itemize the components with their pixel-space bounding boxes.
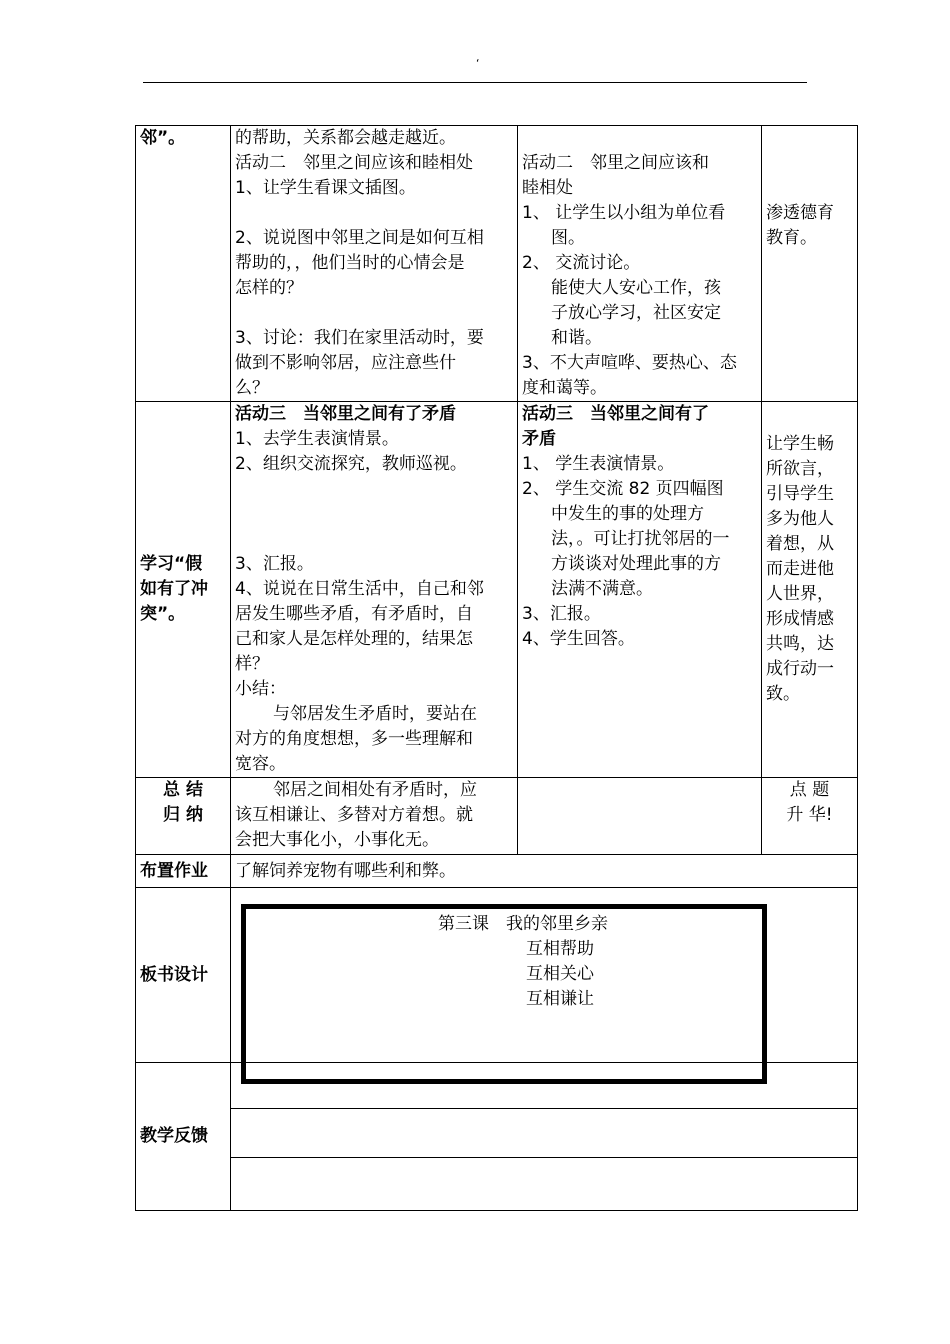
- row1-label-cell: [136, 126, 231, 402]
- text-line: 法，。可让打扰邻居的一: [551, 529, 730, 549]
- text-line: 2、说说图中邻里之间是如何互相: [235, 228, 484, 248]
- header-rule: [143, 82, 807, 83]
- text-line: 己和家人是怎样处理的，结果怎: [235, 629, 473, 649]
- board-label: 板书设计: [140, 964, 208, 985]
- text-line: 1、去学生表演情景。: [235, 429, 399, 449]
- text-line: 做到不影响邻居，应注意些什: [235, 353, 456, 373]
- row1-label: 邻”。: [140, 128, 186, 148]
- summary-empty-cell: [518, 778, 762, 855]
- text-line: 帮助的，，他们当时的心情会是: [235, 253, 465, 273]
- homework-text-cell: [231, 855, 858, 888]
- homework-text: 了解饲养宠物有哪些利和弊。: [235, 860, 456, 881]
- table-row: [136, 1063, 858, 1211]
- text-line: 渗透德育: [766, 203, 834, 223]
- row2-intent-cell: [762, 402, 858, 778]
- text-line: 4、说说在日常生活中，自己和邻: [235, 579, 484, 599]
- table-row: [136, 855, 858, 888]
- text-line: 形成情感: [766, 609, 834, 629]
- text-line: 点 题: [789, 780, 830, 800]
- text-line: 2、组织交流探究，教师巡视。: [235, 454, 467, 474]
- text-line: 让学生畅: [766, 434, 834, 454]
- text-line: 着想，从: [766, 534, 834, 554]
- text-line: 怎样的？: [235, 278, 303, 298]
- text-line: 和谐。: [551, 328, 602, 348]
- text-line: 的帮助，关系都会越走越近。: [235, 128, 456, 148]
- board-line: 互相关心: [526, 964, 594, 984]
- table-row: [136, 126, 858, 402]
- text-line: 总 结: [163, 780, 203, 800]
- row1-intent-cell: [762, 126, 858, 402]
- summary-label: 小结：: [235, 679, 286, 699]
- text-line: 人世界，: [766, 584, 834, 604]
- text-line: 居发生哪些矛盾，有矛盾时，自: [235, 604, 473, 624]
- text-line: 该互相谦让、多替对方着想。就: [235, 805, 473, 825]
- text-line: 所欲言，: [766, 459, 834, 479]
- feedback-label: 教学反馈: [140, 1126, 208, 1146]
- board-line: 互相谦让: [526, 989, 594, 1009]
- text-line: 归 纳: [163, 805, 203, 825]
- text-line: 法满不满意。: [551, 579, 653, 599]
- text-line: 与邻居发生矛盾时，要站在: [273, 704, 477, 724]
- text-line: 1、让学生看课文插图。: [235, 178, 416, 198]
- summary-label-cell: [136, 778, 231, 855]
- text-line: 对方的角度想想，多一些理解和: [235, 729, 473, 749]
- feedback-label-cell: [136, 1063, 231, 1211]
- row1-teacher-cell: [231, 126, 518, 402]
- summary-text-cell: [231, 778, 518, 855]
- text-line: 3、不大声喧哗、要热心、态: [522, 353, 737, 373]
- text-line: 成行动一: [766, 659, 834, 679]
- text-line: 方谈谈对处理此事的方: [551, 554, 721, 574]
- text-line: 睦相处: [522, 178, 573, 198]
- blackboard-frame: [241, 904, 767, 1084]
- text-line: 3、汇报。: [522, 604, 601, 624]
- board-label-cell: [136, 888, 231, 1063]
- text-line: 学习“假: [140, 554, 203, 574]
- feedback-divider: [230, 1157, 857, 1158]
- feedback-divider: [230, 1108, 857, 1109]
- text-line: 邻居之间相处有矛盾时，应: [273, 780, 477, 800]
- board-title: 第三课 我的邻里乡亲: [438, 914, 608, 934]
- text-line: 突”。: [140, 604, 186, 624]
- text-line: 图。: [551, 228, 585, 248]
- text-line: 共鸣，达: [766, 634, 834, 654]
- table-row: [136, 402, 858, 778]
- text-line: 1、 让学生以小组为单位看: [522, 203, 726, 223]
- text-line: 升 华!: [786, 805, 833, 825]
- text-line: 教育。: [766, 228, 817, 248]
- text-line: 2、 交流讨论。: [522, 253, 641, 273]
- text-line: 能使大人安心工作，孩: [551, 278, 721, 298]
- row1-student-cell: [518, 126, 762, 402]
- text-line: 活动二 邻里之间应该和睦相处: [235, 153, 473, 173]
- homework-label-cell: [136, 855, 231, 888]
- board-line: 互相帮助: [526, 939, 594, 959]
- summary-intent-cell: [762, 778, 858, 855]
- activity-title: 矛盾: [522, 429, 556, 449]
- row2-label-cell: [136, 402, 231, 778]
- text-line: 4、学生回答。: [522, 629, 635, 649]
- text-line: 引导学生: [766, 484, 834, 504]
- text-line: 宽容。: [235, 754, 286, 774]
- text-line: 3、讨论：我们在家里活动时，要: [235, 328, 484, 348]
- text-line: 子放心学习，社区安定: [551, 303, 721, 323]
- text-line: 样？: [235, 654, 269, 674]
- text-line: 多为他人: [766, 509, 834, 529]
- activity-title: 活动三 当邻里之间有了: [522, 404, 709, 424]
- text-line: 中发生的事的处理方: [551, 504, 704, 524]
- text-line: 会把大事化小，小事化无。: [235, 830, 439, 850]
- row2-teacher-cell: [231, 402, 518, 778]
- text-line: 活动二 邻里之间应该和: [522, 153, 709, 173]
- text-line: 1、 学生表演情景。: [522, 454, 675, 474]
- activity-title: 活动三 当邻里之间有了矛盾: [235, 404, 456, 424]
- text-line: 而走进他: [766, 559, 834, 579]
- homework-label: 布置作业: [140, 860, 208, 881]
- row2-student-cell: [518, 402, 762, 778]
- text-line: 致。: [766, 684, 800, 704]
- text-line: 2、 学生交流 82 页四幅图: [522, 479, 724, 499]
- text-line: 度和蔼等。: [522, 378, 607, 398]
- text-line: 3、汇报。: [235, 554, 314, 574]
- feedback-cell: [231, 1063, 858, 1211]
- table-row: [136, 778, 858, 855]
- text-line: 如有了冲: [140, 579, 208, 599]
- header-mark: ‘: [476, 57, 480, 70]
- text-line: 么？: [235, 378, 269, 398]
